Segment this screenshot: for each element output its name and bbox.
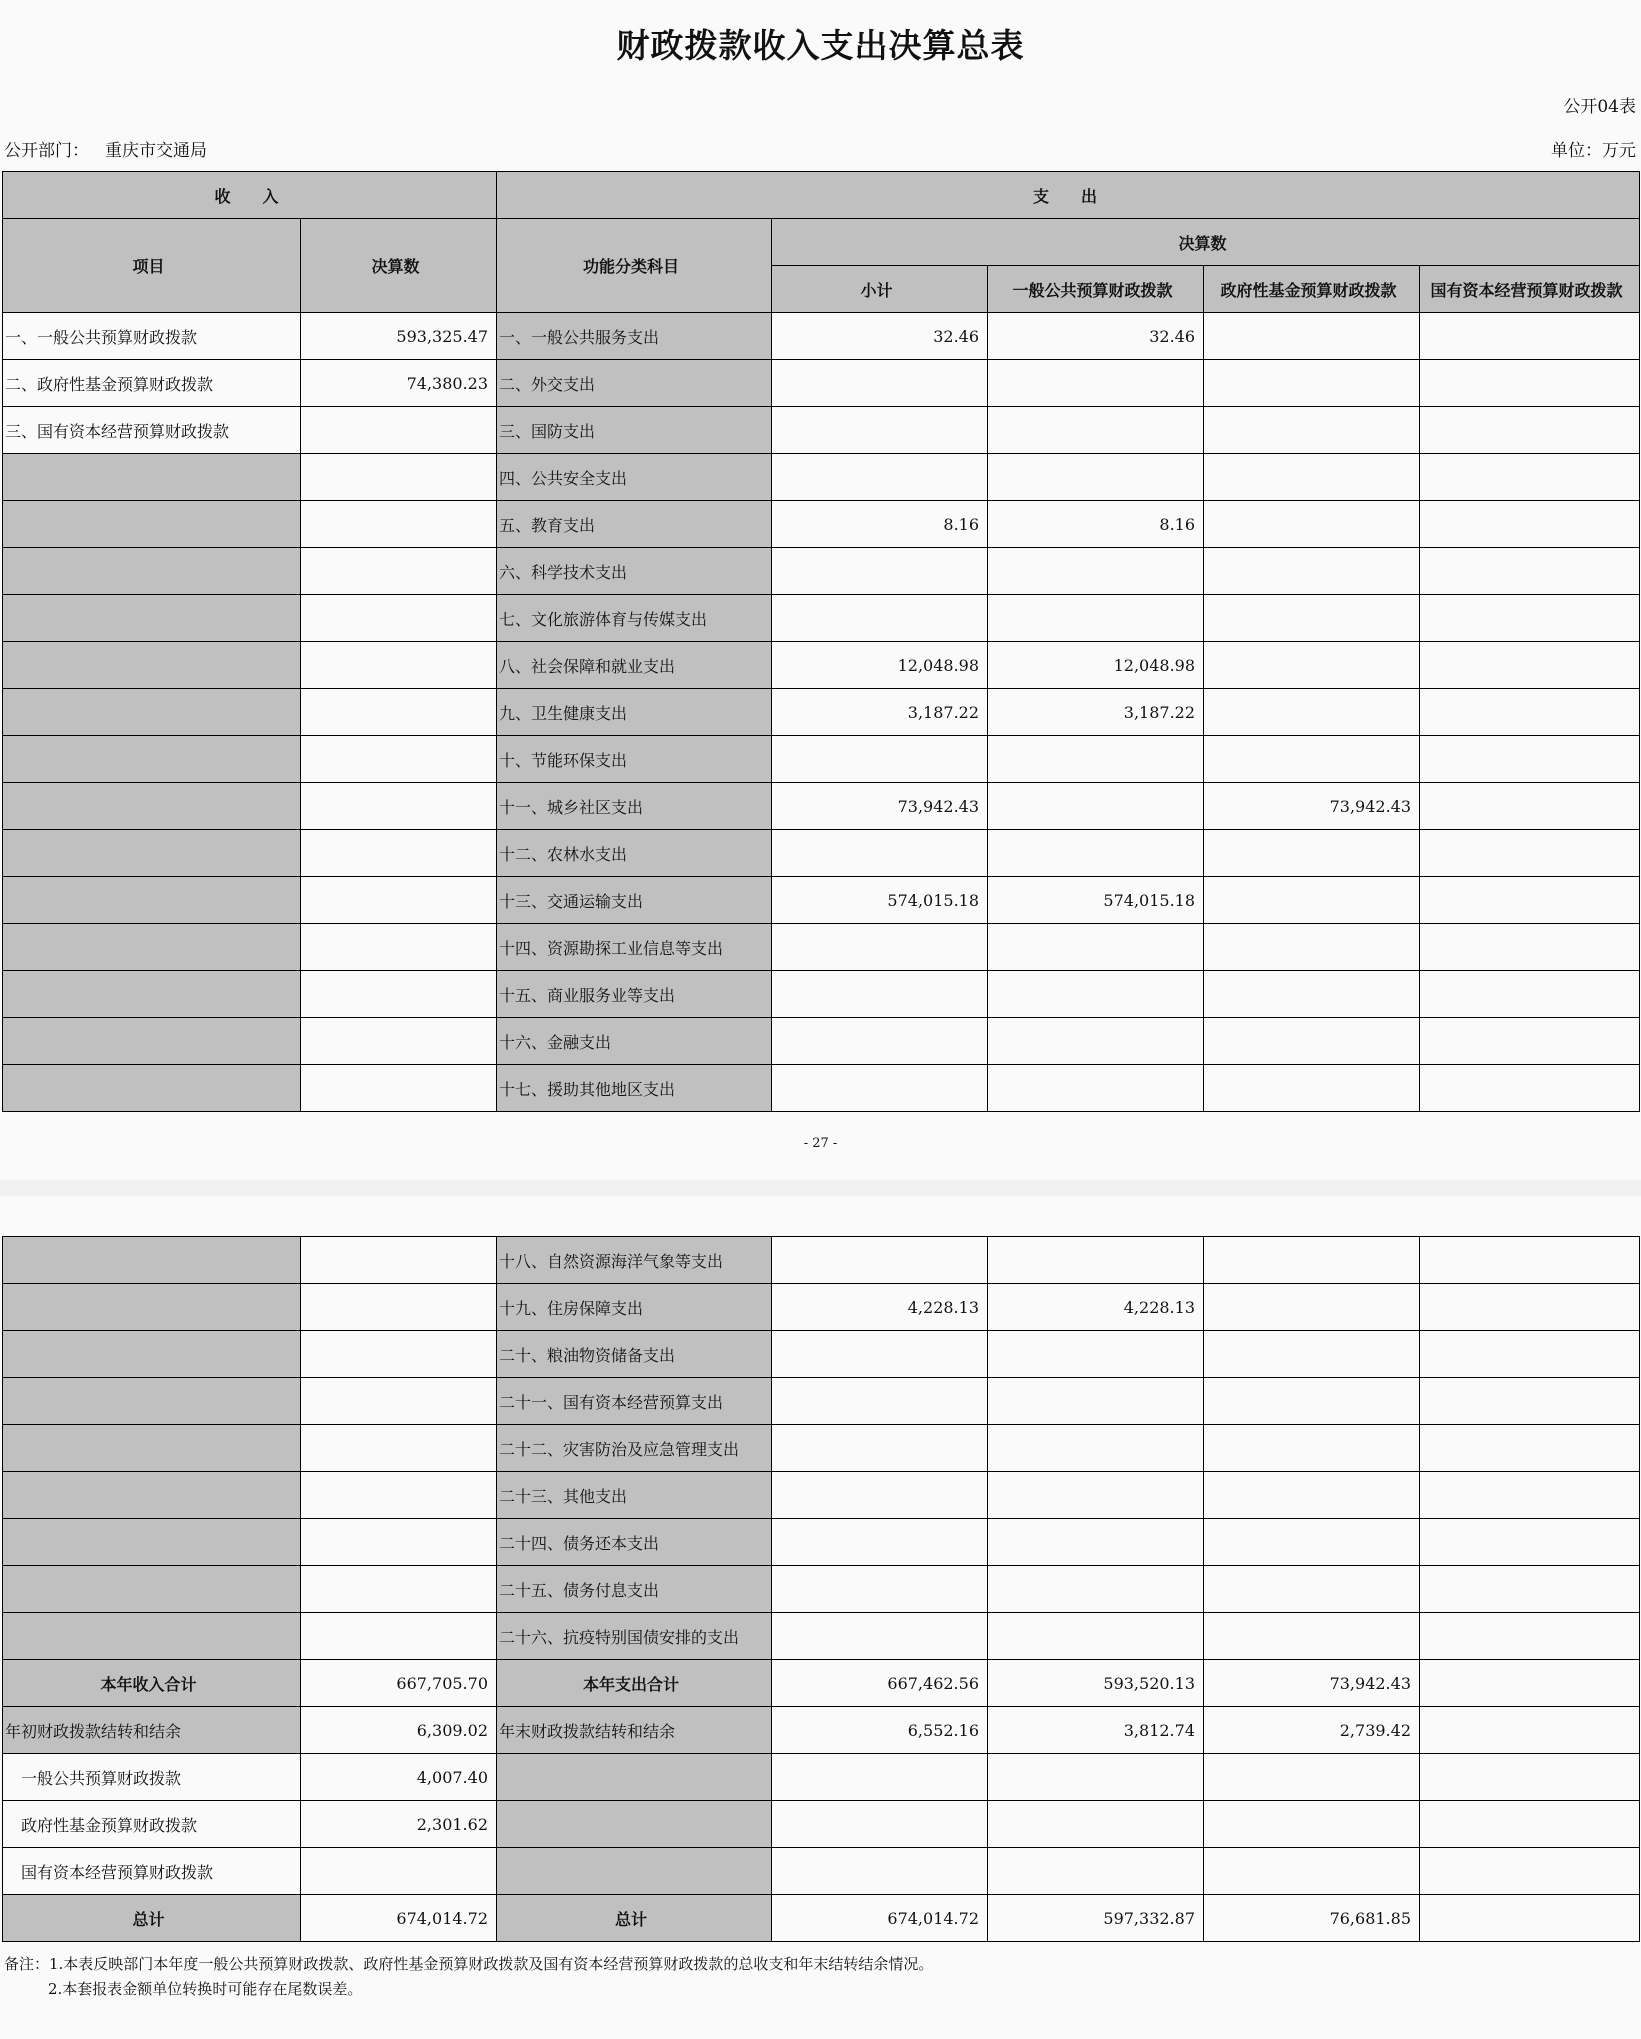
table-row [3, 548, 1640, 595]
fund-value [1204, 1425, 1420, 1472]
department-label: 公开部门： [4, 141, 89, 161]
income-item [3, 1065, 301, 1112]
subtotal-value [772, 736, 988, 783]
empty-cell [772, 1848, 988, 1895]
expense-item: 六、科学技术支出 [497, 548, 772, 595]
fund-value [1204, 924, 1420, 971]
table-row [3, 924, 1640, 971]
income-amount: 593,325.47 [301, 313, 497, 360]
state-value [1420, 1613, 1640, 1660]
empty-cell [772, 1801, 988, 1848]
subtotal-value [772, 1425, 988, 1472]
year-expense-label: 本年支出合计 [497, 1660, 772, 1707]
expense-item: 八、社会保障和就业支出 [497, 642, 772, 689]
table-row [3, 1065, 1640, 1112]
general-header: 一般公共预算财政拨款 [988, 266, 1204, 313]
fund-header: 政府性基金预算财政拨款 [1204, 266, 1420, 313]
general-value: 574,015.18 [988, 877, 1204, 924]
income-amount [301, 689, 497, 736]
carry-in-state-label: 国有资本经营预算财政拨款 [3, 1848, 301, 1895]
expense-item: 二十五、债务付息支出 [497, 1566, 772, 1613]
carry-out-fund: 2,739.42 [1204, 1707, 1420, 1754]
fund-value [1204, 642, 1420, 689]
income-item [3, 1519, 301, 1566]
state-value [1420, 1065, 1640, 1112]
page-break [0, 1180, 1641, 1196]
subtotal-value [772, 407, 988, 454]
empty-cell [497, 1848, 772, 1895]
note-line-1: 备注：1.本表反映部门本年度一般公共预算财政拨款、政府性基金预算财政拨款及国有资本经营预算财政拨款的总收支和年末结转结余情况。 [4, 1955, 934, 1973]
carry-out-general: 3,812.74 [988, 1707, 1204, 1754]
expense-item: 三、国防支出 [497, 407, 772, 454]
form-number: 公开04表 [1563, 97, 1636, 117]
empty-cell [988, 1848, 1204, 1895]
table-row [3, 360, 1640, 407]
income-item [3, 501, 301, 548]
income-amount [301, 595, 497, 642]
state-value [1420, 642, 1640, 689]
subtotal-value [772, 1378, 988, 1425]
income-amount [301, 501, 497, 548]
income-item [3, 736, 301, 783]
subtotal-value: 3,187.22 [772, 689, 988, 736]
expense-item: 十六、金融支出 [497, 1018, 772, 1065]
carry-in-fund-label: 政府性基金预算财政拨款 [3, 1801, 301, 1848]
fund-value [1204, 1065, 1420, 1112]
empty-cell [1420, 1801, 1640, 1848]
state-header: 国有资本经营预算财政拨款 [1420, 266, 1640, 313]
state-value [1420, 501, 1640, 548]
carry-out-subtotal: 6,552.16 [772, 1707, 988, 1754]
income-item: 二、政府性基金预算财政拨款 [3, 360, 301, 407]
carry-in-fund-amount: 2,301.62 [301, 1801, 497, 1848]
total-expense-state [1420, 1895, 1640, 1942]
table-row [3, 1331, 1640, 1378]
table-row [3, 1754, 1640, 1801]
carry-out-label: 年末财政拨款结转和结余 [497, 1707, 772, 1754]
income-header: 收 入 [3, 172, 497, 219]
subtotal-header: 小计 [772, 266, 988, 313]
expense-item: 二十、粮油物资储备支出 [497, 1331, 772, 1378]
fund-value [1204, 736, 1420, 783]
income-amount [301, 1331, 497, 1378]
expense-item: 十二、农林水支出 [497, 830, 772, 877]
state-value [1420, 1018, 1640, 1065]
subtotal-value [772, 1237, 988, 1284]
state-value [1420, 736, 1640, 783]
table-row [3, 1848, 1640, 1895]
income-amount [301, 548, 497, 595]
general-value [988, 360, 1204, 407]
state-value [1420, 595, 1640, 642]
income-item [3, 689, 301, 736]
fund-value [1204, 548, 1420, 595]
income-item [3, 454, 301, 501]
state-value [1420, 689, 1640, 736]
item-header: 项目 [3, 219, 301, 313]
general-value [988, 1566, 1204, 1613]
fund-value [1204, 501, 1420, 548]
general-value [988, 783, 1204, 830]
empty-cell [497, 1754, 772, 1801]
state-value [1420, 830, 1640, 877]
table-row [3, 1378, 1640, 1425]
fund-value [1204, 595, 1420, 642]
income-amount [301, 924, 497, 971]
expense-header: 支 出 [497, 172, 1640, 219]
table-row [3, 1801, 1640, 1848]
empty-cell [1204, 1754, 1420, 1801]
year-expense-state [1420, 1660, 1640, 1707]
income-item [3, 830, 301, 877]
table-row [3, 595, 1640, 642]
general-value [988, 1519, 1204, 1566]
empty-cell [988, 1801, 1204, 1848]
fund-value: 73,942.43 [1204, 783, 1420, 830]
expense-item: 二十一、国有资本经营预算支出 [497, 1378, 772, 1425]
state-value [1420, 313, 1640, 360]
year-income-label: 本年收入合计 [3, 1660, 301, 1707]
subtotal-value [772, 924, 988, 971]
income-amount [301, 642, 497, 689]
table-row [3, 1566, 1640, 1613]
expense-item: 十八、自然资源海洋气象等支出 [497, 1237, 772, 1284]
general-value [988, 736, 1204, 783]
general-value [988, 971, 1204, 1018]
income-item [3, 1331, 301, 1378]
fund-value [1204, 454, 1420, 501]
general-value [988, 924, 1204, 971]
income-item: 一、一般公共预算财政拨款 [3, 313, 301, 360]
budget-table-page1 [2, 171, 1640, 1112]
fund-value [1204, 407, 1420, 454]
carry-in-amount: 6,309.02 [301, 1707, 497, 1754]
fund-value [1204, 877, 1420, 924]
empty-cell [772, 1754, 988, 1801]
income-amount [301, 971, 497, 1018]
fund-value [1204, 360, 1420, 407]
general-value [988, 1472, 1204, 1519]
general-value [988, 548, 1204, 595]
income-amount [301, 1065, 497, 1112]
func-header: 功能分类科目 [497, 219, 772, 313]
income-item [3, 1237, 301, 1284]
unit-label: 单位：万元 [1551, 141, 1636, 161]
income-item [3, 548, 301, 595]
department [4, 136, 207, 161]
year-expense-general: 593,520.13 [988, 1660, 1204, 1707]
table-row [3, 1018, 1640, 1065]
income-amount [301, 830, 497, 877]
fund-value [1204, 1472, 1420, 1519]
table-row [3, 407, 1640, 454]
table-row [3, 736, 1640, 783]
state-value [1420, 783, 1640, 830]
state-value [1420, 971, 1640, 1018]
state-value [1420, 1519, 1640, 1566]
table-row [3, 313, 1640, 360]
general-value [988, 407, 1204, 454]
subtotal-value [772, 1331, 988, 1378]
total-expense-fund: 76,681.85 [1204, 1895, 1420, 1942]
state-value [1420, 1284, 1640, 1331]
subtotal-value: 574,015.18 [772, 877, 988, 924]
year-expense-subtotal: 667,462.56 [772, 1660, 988, 1707]
income-item [3, 1613, 301, 1660]
amount-header: 决算数 [301, 219, 497, 313]
expense-item: 二十三、其他支出 [497, 1472, 772, 1519]
subtotal-value: 4,228.13 [772, 1284, 988, 1331]
subtotal-value: 73,942.43 [772, 783, 988, 830]
table-row [3, 1425, 1640, 1472]
state-value [1420, 360, 1640, 407]
empty-cell [988, 1754, 1204, 1801]
carry-in-general-label: 一般公共预算财政拨款 [3, 1754, 301, 1801]
table-row [3, 642, 1640, 689]
expense-item: 一、一般公共服务支出 [497, 313, 772, 360]
expense-item: 十四、资源勘探工业信息等支出 [497, 924, 772, 971]
income-amount [301, 407, 497, 454]
income-item: 三、国有资本经营预算财政拨款 [3, 407, 301, 454]
carry-out-state [1420, 1707, 1640, 1754]
income-amount: 74,380.23 [301, 360, 497, 407]
fund-value [1204, 1018, 1420, 1065]
income-amount [301, 1018, 497, 1065]
general-value [988, 1237, 1204, 1284]
income-item [3, 1472, 301, 1519]
table-row [3, 1707, 1640, 1754]
department-value: 重庆市交通局 [105, 141, 207, 161]
table-row [3, 1660, 1640, 1707]
subtotal-value [772, 595, 988, 642]
general-value [988, 1065, 1204, 1112]
income-item [3, 877, 301, 924]
subtotal-value [772, 971, 988, 1018]
income-amount [301, 1425, 497, 1472]
total-expense-label: 总计 [497, 1895, 772, 1942]
income-amount [301, 1613, 497, 1660]
expense-item: 二十六、抗疫特别国债安排的支出 [497, 1613, 772, 1660]
income-amount [301, 454, 497, 501]
empty-cell [1204, 1848, 1420, 1895]
table-row [3, 1519, 1640, 1566]
year-expense-fund: 73,942.43 [1204, 1660, 1420, 1707]
fund-value [1204, 971, 1420, 1018]
income-item [3, 1566, 301, 1613]
subtotal-value [772, 454, 988, 501]
expense-item: 二十二、灾害防治及应急管理支出 [497, 1425, 772, 1472]
expense-item: 十七、援助其他地区支出 [497, 1065, 772, 1112]
subtotal-value [772, 548, 988, 595]
table-row [3, 689, 1640, 736]
expense-item: 十一、城乡社区支出 [497, 783, 772, 830]
subtotal-value [772, 1065, 988, 1112]
table-row [3, 1613, 1640, 1660]
subtotal-value [772, 1519, 988, 1566]
income-amount [301, 1566, 497, 1613]
general-value: 32.46 [988, 313, 1204, 360]
expense-item: 十五、商业服务业等支出 [497, 971, 772, 1018]
total-expense-general: 597,332.87 [988, 1895, 1204, 1942]
income-amount [301, 1378, 497, 1425]
general-value [988, 1018, 1204, 1065]
carry-in-label: 年初财政拨款结转和结余 [3, 1707, 301, 1754]
income-item [3, 595, 301, 642]
income-amount [301, 1519, 497, 1566]
state-value [1420, 1331, 1640, 1378]
income-item [3, 924, 301, 971]
income-amount [301, 736, 497, 783]
table-row [3, 877, 1640, 924]
fund-value [1204, 689, 1420, 736]
expense-item: 五、教育支出 [497, 501, 772, 548]
fund-value [1204, 1378, 1420, 1425]
income-item [3, 783, 301, 830]
year-income-amount: 667,705.70 [301, 1660, 497, 1707]
state-value [1420, 1566, 1640, 1613]
income-amount [301, 1237, 497, 1284]
general-value [988, 1331, 1204, 1378]
state-value [1420, 877, 1640, 924]
table-row [3, 454, 1640, 501]
general-value: 3,187.22 [988, 689, 1204, 736]
state-value [1420, 1472, 1640, 1519]
income-item [3, 1378, 301, 1425]
subtotal-value: 8.16 [772, 501, 988, 548]
general-value [988, 595, 1204, 642]
table-row [3, 971, 1640, 1018]
table-row [3, 783, 1640, 830]
page-title: 财政拨款收入支出决算总表 [616, 26, 1025, 65]
state-value [1420, 1378, 1640, 1425]
total-income-label: 总计 [3, 1895, 301, 1942]
general-value [988, 454, 1204, 501]
subtotal-value [772, 830, 988, 877]
subtotal-value: 32.46 [772, 313, 988, 360]
empty-cell [1420, 1848, 1640, 1895]
state-value [1420, 548, 1640, 595]
fund-value [1204, 313, 1420, 360]
income-item [3, 642, 301, 689]
expense-item: 十九、住房保障支出 [497, 1284, 772, 1331]
general-value: 12,048.98 [988, 642, 1204, 689]
fund-value [1204, 1284, 1420, 1331]
budget-table-page2 [2, 1236, 1640, 1942]
total-expense-subtotal: 674,014.72 [772, 1895, 988, 1942]
state-value [1420, 1237, 1640, 1284]
actual-header: 决算数 [772, 219, 1640, 266]
income-amount [301, 877, 497, 924]
fund-value [1204, 830, 1420, 877]
subtotal-value [772, 1018, 988, 1065]
general-value: 4,228.13 [988, 1284, 1204, 1331]
expense-item: 四、公共安全支出 [497, 454, 772, 501]
expense-item: 九、卫生健康支出 [497, 689, 772, 736]
fund-value [1204, 1237, 1420, 1284]
income-amount [301, 1284, 497, 1331]
fund-value [1204, 1519, 1420, 1566]
subtotal-value [772, 1613, 988, 1660]
general-value [988, 1425, 1204, 1472]
page-number: - 27 - [803, 1136, 838, 1151]
expense-item: 十三、交通运输支出 [497, 877, 772, 924]
expense-item: 二、外交支出 [497, 360, 772, 407]
total-income-amount: 674,014.72 [301, 1895, 497, 1942]
empty-cell [497, 1801, 772, 1848]
subtotal-value [772, 1566, 988, 1613]
table-row [3, 1895, 1640, 1942]
general-value [988, 1378, 1204, 1425]
income-item [3, 971, 301, 1018]
state-value [1420, 407, 1640, 454]
state-value [1420, 1425, 1640, 1472]
state-value [1420, 454, 1640, 501]
table-row [3, 1284, 1640, 1331]
income-amount [301, 1472, 497, 1519]
table-row [3, 1237, 1640, 1284]
income-item [3, 1425, 301, 1472]
subtotal-value [772, 1472, 988, 1519]
general-value [988, 830, 1204, 877]
carry-in-general-amount: 4,007.40 [301, 1754, 497, 1801]
state-value [1420, 924, 1640, 971]
subtotal-value [772, 360, 988, 407]
expense-item: 十、节能环保支出 [497, 736, 772, 783]
subtotal-value: 12,048.98 [772, 642, 988, 689]
table-row [3, 830, 1640, 877]
general-value: 8.16 [988, 501, 1204, 548]
fund-value [1204, 1613, 1420, 1660]
general-value [988, 1613, 1204, 1660]
income-item [3, 1018, 301, 1065]
expense-item: 二十四、债务还本支出 [497, 1519, 772, 1566]
expense-item: 七、文化旅游体育与传媒支出 [497, 595, 772, 642]
empty-cell [1420, 1754, 1640, 1801]
fund-value [1204, 1331, 1420, 1378]
table-row [3, 501, 1640, 548]
note-line-2: 2.本套报表金额单位转换时可能存在尾数误差。 [48, 1980, 363, 1998]
income-item [3, 1284, 301, 1331]
income-amount [301, 783, 497, 830]
carry-in-state-amount [301, 1848, 497, 1895]
fund-value [1204, 1566, 1420, 1613]
table-row [3, 1472, 1640, 1519]
empty-cell [1204, 1801, 1420, 1848]
